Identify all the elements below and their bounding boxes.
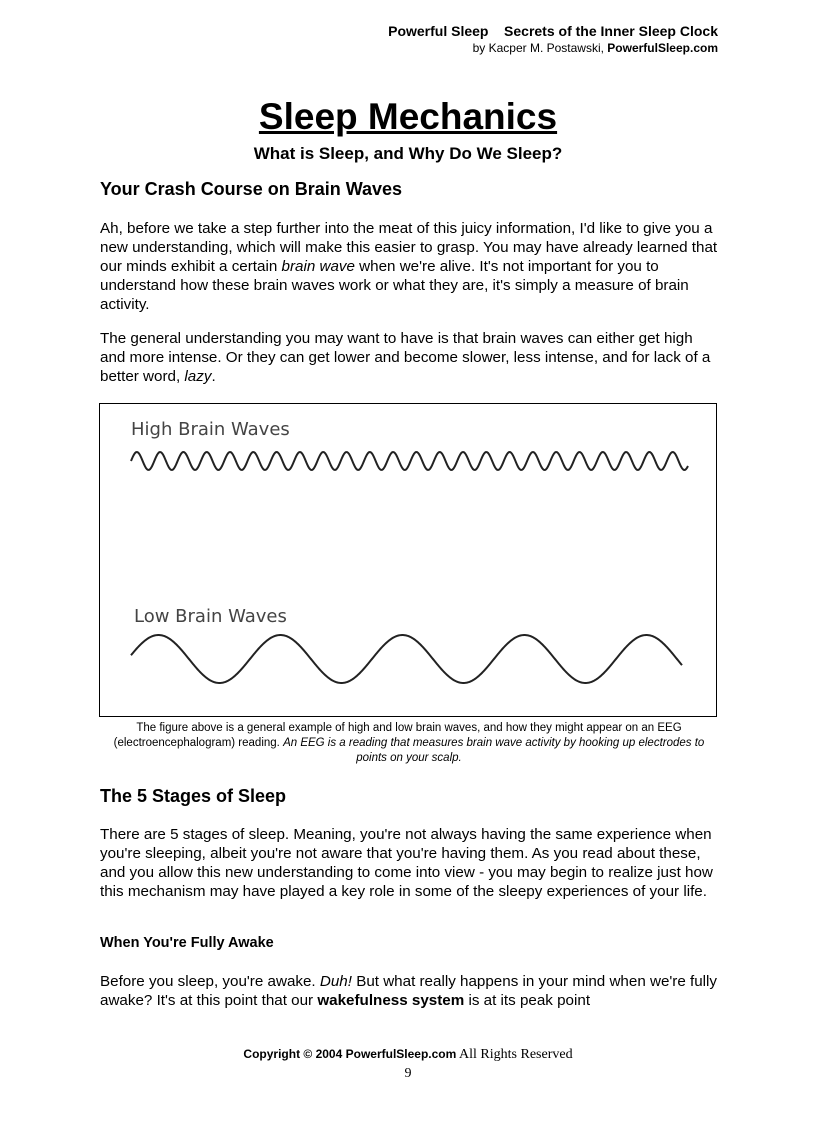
page-title: Sleep Mechanics bbox=[258, 96, 558, 137]
emphasis-lazy: lazy bbox=[184, 368, 212, 385]
high-brain-wave-line bbox=[131, 452, 688, 470]
text-run: Ah, before we take a step further into the meat of this juicy information, I'd like to give you a new understanding, which will make this easier to grasp. You may have already learned that our minds exhibit a certain bbox=[100, 220, 718, 275]
emphasis-brain-wave: brain wave bbox=[281, 258, 355, 275]
text-run: is at its peak point bbox=[464, 992, 591, 1009]
page-subtitle: What is Sleep, and Why Do We Sleep? bbox=[253, 144, 563, 163]
copyright-text: Copyright © 2004 PowerfulSleep.com bbox=[243, 1047, 457, 1061]
text-run: when we're alive. It's not important for you to understand how these brain waves work or what they are, it's simply a measure of brain activity. bbox=[100, 258, 689, 313]
section-heading-five-stages: The 5 Stages of Sleep bbox=[100, 786, 287, 806]
paragraph-five-stages: There are 5 stages of sleep. Meaning, you're not always having the same experience when you're sleeping, albeit you're not aware that you're having them. As you read about these, and you allow this new understanding to come into view - you may begin to realize just how this mechanism may have played a key role in some of the sleepy experiences of your life. bbox=[100, 826, 713, 900]
book-title: Powerful Sleep bbox=[388, 23, 489, 39]
brain-wave-drawing bbox=[100, 404, 716, 716]
text-run: . bbox=[211, 368, 216, 385]
caption-emphasis: An EEG is a reading that measures brain wave activity by hooking up electrodes to points on your scalp. bbox=[283, 737, 705, 764]
emphasis-duh: Duh! bbox=[319, 973, 352, 990]
running-header-title bbox=[388, 23, 718, 39]
text-run: Before you sleep, you're awake. bbox=[100, 973, 320, 990]
running-header-byline bbox=[473, 41, 718, 55]
text-run: But what really happens in your mind when we're fully awake? It's at this point that our bbox=[100, 973, 718, 1009]
low-brain-wave-line bbox=[131, 635, 682, 683]
footer-copyright bbox=[0, 1047, 816, 1063]
section-heading-brain-waves: Your Crash Course on Brain Waves bbox=[100, 179, 403, 199]
paragraph-high-low-waves bbox=[100, 329, 722, 386]
figure-caption bbox=[99, 721, 719, 766]
high-brain-waves-label: High Brain Waves bbox=[131, 419, 290, 440]
paragraph-fully-awake bbox=[100, 972, 722, 1010]
low-brain-waves-label: Low Brain Waves bbox=[134, 606, 287, 627]
strong-wakefulness-system: wakefulness system bbox=[317, 992, 465, 1009]
paragraph-brain-waves-intro bbox=[100, 219, 722, 314]
rights-text: All Rights Reserved bbox=[456, 1047, 573, 1062]
text-run: The figure above is a general example of high and low brain waves, and how they might appear on an EEG (electroencephalogram) reading. bbox=[113, 722, 682, 749]
book-subtitle: Secrets of the Inner Sleep Clock bbox=[504, 23, 718, 39]
byline-site: PowerfulSleep.com bbox=[607, 41, 718, 55]
byline-author: by Kacper M. Postawski, bbox=[472, 41, 608, 55]
brain-wave-figure bbox=[99, 403, 717, 717]
subheading-fully-awake: When You're Fully Awake bbox=[100, 935, 274, 951]
text-run: The general understanding you may want to have is that brain waves can either get high and more intense. Or they can get lower and become slower, less intense, and for lack of a better word, bbox=[100, 330, 711, 385]
page-number: 9 bbox=[404, 1066, 412, 1081]
